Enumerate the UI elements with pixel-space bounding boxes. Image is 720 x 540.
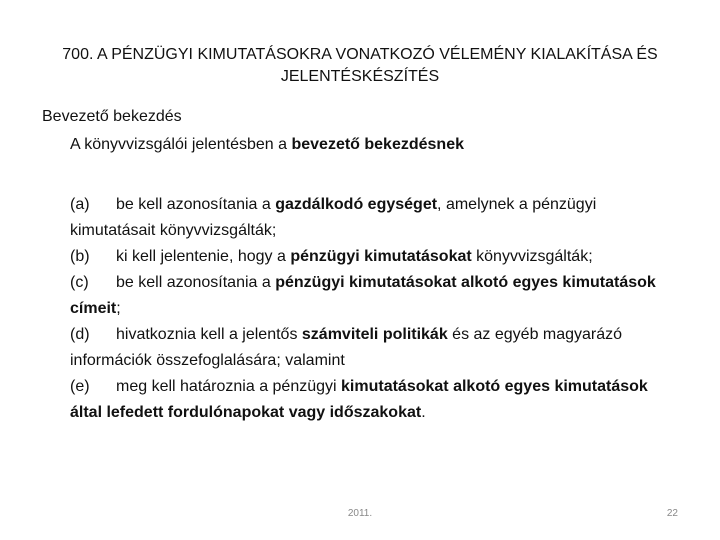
list-item-text: , amelynek a pénzügyi kimutatásait könyvvizsgálták;	[70, 196, 597, 239]
list-item-emphasis: pénzügyi kimutatásokat alkotó egyes kimutatások címeit	[70, 274, 656, 317]
list-item-label: (b)	[70, 248, 90, 265]
list-item-text: hivatkoznia kell a jelentős	[116, 326, 302, 343]
list-item-emphasis: kimutatásokat alkotó egyes kimutatások által lefedett fordulónapokat vagy időszakokat	[70, 378, 648, 421]
list-item-a	[70, 192, 680, 244]
list-item-text: be kell azonosítania a	[116, 196, 276, 213]
section-heading: Bevezető bekezdés	[42, 108, 182, 125]
intro-text: A könyvvizsgálói jelentésben a	[70, 136, 292, 153]
list-item-emphasis: számviteli politikák	[301, 326, 448, 343]
list-item-e	[70, 374, 680, 426]
page-number: 22	[666, 508, 678, 519]
list-item-label: (d)	[70, 326, 90, 343]
slide-title	[30, 44, 690, 88]
slide-title-line-1: 700. A PÉNZÜGYI KIMUTATÁSOKRA VONATKOZÓ VÉLEMÉNY KIALAKÍTÁSA ÉS	[62, 46, 658, 63]
list-item-d	[70, 322, 680, 374]
list-item-label: (e)	[70, 378, 90, 395]
list-item-text: meg kell határoznia a pénzügyi	[116, 378, 342, 395]
list-item-text: könyvvizsgálták;	[471, 248, 593, 265]
footer-year: 2011.	[347, 508, 373, 519]
list-item-label: (c)	[70, 274, 89, 291]
requirements-list	[70, 192, 680, 426]
list-item-label: (a)	[70, 196, 90, 213]
list-item-text: ;	[116, 300, 121, 317]
intro-emphasis: bevezető bekezdésnek	[291, 136, 464, 153]
list-item-text: be kell azonosítania a	[116, 274, 276, 291]
list-item-text: ki kell jelentenie, hogy a	[116, 248, 291, 265]
list-item-emphasis: pénzügyi kimutatásokat	[290, 248, 472, 265]
intro-paragraph	[70, 136, 464, 154]
list-item-text: és az egyéb magyarázó információk összefoglalására; valamint	[70, 326, 623, 369]
slide-title-line-2: JELENTÉSKÉSZÍTÉS	[280, 68, 440, 85]
list-item-b	[70, 244, 680, 270]
list-item-text: .	[421, 404, 426, 421]
list-item-emphasis: gazdálkodó egységet	[275, 196, 438, 213]
list-item-c	[70, 270, 680, 322]
